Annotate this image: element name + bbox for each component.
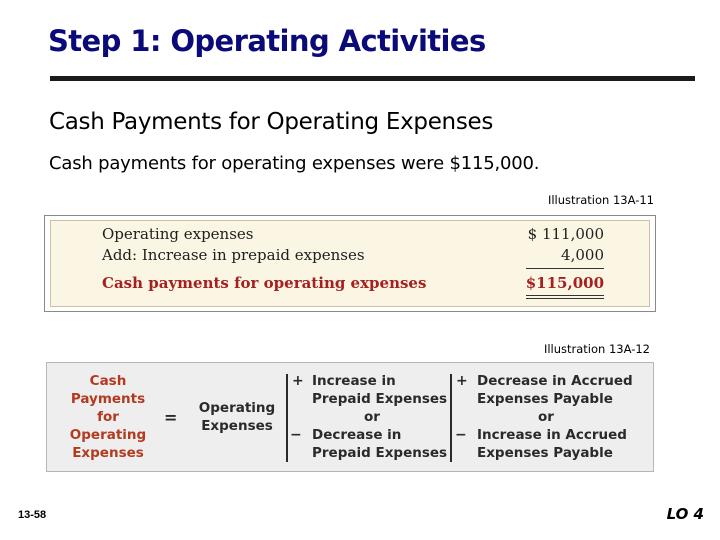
accrued-increase-line: Increase in Accrued	[477, 427, 627, 443]
prepaid-increase-label: Add: Increase in prepaid expenses	[102, 246, 365, 264]
cash-payments-total-value: $115,000	[525, 274, 604, 292]
slide-title: Step 1: Operating Activities	[48, 24, 486, 58]
minus-sign: −	[290, 427, 302, 443]
plus-sign: +	[292, 373, 304, 389]
equals-sign: =	[164, 408, 178, 427]
accrued-increase-line: Expenses Payable	[477, 445, 613, 461]
body-text: Cash payments for operating expenses were $115,000.	[49, 153, 540, 174]
minus-sign: −	[455, 427, 467, 443]
sum-underline	[526, 268, 604, 269]
prepaid-decrease-line: Decrease in	[312, 427, 402, 443]
illustration-label: Illustration 13A-12	[543, 342, 650, 356]
illustration-label: Illustration 13A-11	[547, 193, 654, 207]
bracket-divider	[286, 374, 288, 462]
total-double-underline	[526, 295, 604, 296]
bracket-divider	[450, 374, 452, 462]
operating-expenses-label: Operating expenses	[102, 225, 254, 243]
cash-payments-total-label: Cash payments for operating expenses	[102, 274, 427, 292]
operating-expenses-value: $ 111,000	[527, 225, 604, 243]
section-subheading: Cash Payments for Operating Expenses	[49, 109, 494, 135]
prepaid-increase-line: Increase in	[312, 373, 396, 389]
plus-sign: +	[456, 373, 468, 389]
or-connector: or	[364, 409, 380, 425]
formula-operating-expenses: Operating Expenses	[198, 400, 276, 434]
total-double-underline	[526, 298, 604, 299]
slide-number: 13-58	[18, 509, 47, 521]
accrued-decrease-line: Decrease in Accrued	[477, 373, 633, 389]
prepaid-increase-line: Prepaid Expenses	[312, 391, 448, 407]
title-divider	[50, 76, 695, 81]
or-connector: or	[538, 409, 554, 425]
accrued-decrease-line: Expenses Payable	[477, 391, 613, 407]
learning-objective-label: LO 4	[666, 505, 704, 523]
formula-lhs-cash-payments: Cash Payments for Operating Expenses	[69, 373, 147, 461]
prepaid-increase-value: 4,000	[561, 246, 604, 264]
prepaid-decrease-line: Prepaid Expenses	[312, 445, 448, 461]
